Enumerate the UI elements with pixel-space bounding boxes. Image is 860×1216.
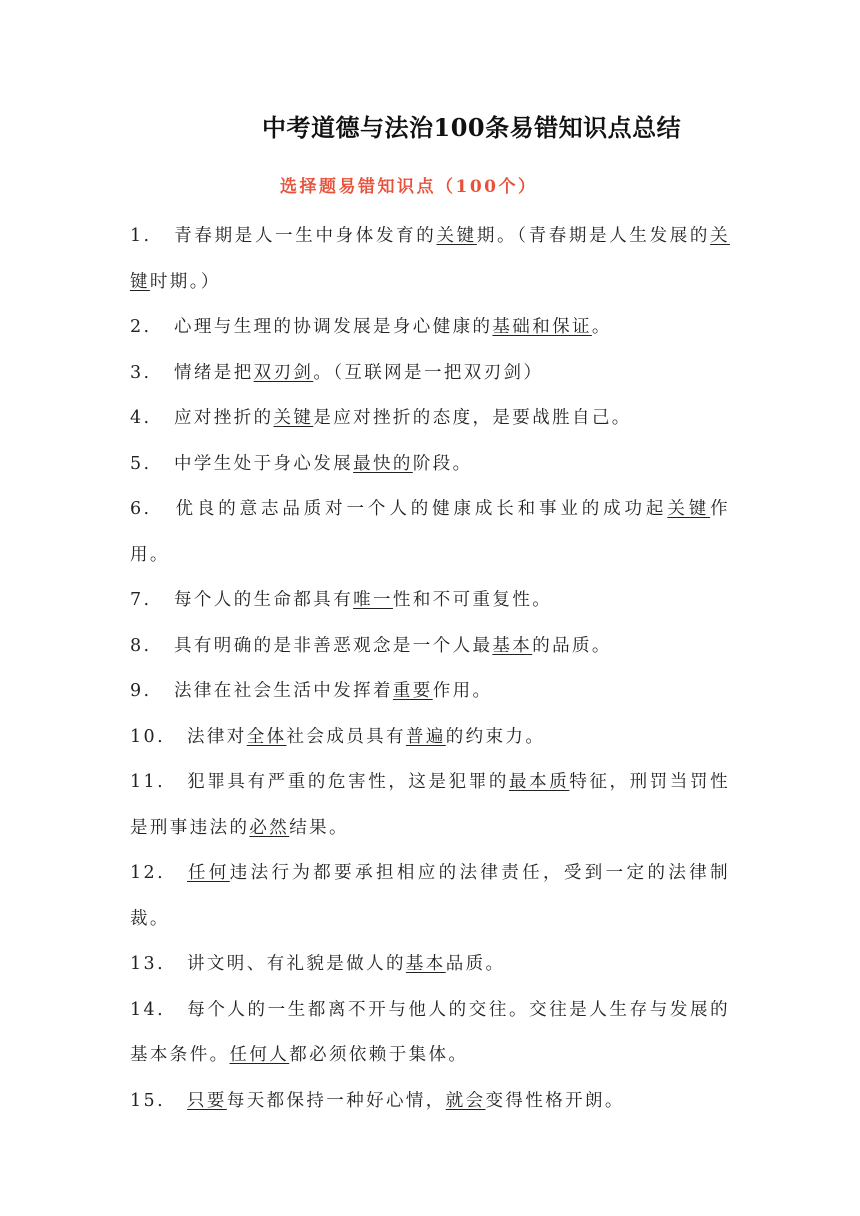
underlined-keyword: 必然 — [249, 817, 290, 838]
item-text: 法律在社会生活中发挥着 — [174, 681, 393, 701]
item-text: 结果。 — [289, 817, 349, 838]
item-text: 作用。 — [130, 499, 730, 565]
section-heading: 选择题易错知识点（100个） — [280, 177, 538, 197]
underlined-keyword: 最本质 — [508, 772, 570, 792]
underlined-keyword: 普遍 — [405, 726, 446, 747]
item-text: 社会成员具有 — [286, 726, 406, 747]
underlined-keyword: 全体 — [246, 726, 287, 747]
underlined-keyword: 任何人 — [229, 1045, 290, 1065]
list-item — [130, 760, 730, 851]
item-text: 违法行为都要承担相应的法律责任，受到一定的法律制裁。 — [130, 863, 730, 929]
list-item — [130, 487, 730, 578]
list-item — [130, 305, 730, 351]
document-title: 中考道德与法治100条易错知识点总结 — [262, 113, 682, 142]
item-text: 时期。） — [149, 271, 221, 292]
item-number: 11. — [130, 772, 166, 792]
item-text: 犯罪具有严重的危害性，这是犯罪的 — [187, 772, 509, 792]
list-item — [130, 351, 730, 397]
item-text: 应对挫折的 — [174, 408, 274, 428]
underlined-keyword: 唯一 — [353, 590, 393, 610]
item-text: 性和不可重复性。 — [392, 590, 553, 610]
underlined-keyword: 只要 — [187, 1090, 227, 1111]
list-item — [130, 214, 730, 305]
item-number: 10. — [130, 726, 166, 747]
item-text: 阶段。 — [412, 453, 473, 474]
underlined-keyword: 重要 — [392, 681, 433, 701]
item-text: 。 — [591, 317, 612, 337]
underlined-keyword: 关键 — [130, 226, 730, 292]
underlined-keyword: 基本 — [492, 635, 533, 656]
list-item — [130, 851, 730, 942]
list-item — [130, 624, 730, 670]
item-number: 3. — [130, 362, 152, 383]
underlined-keyword: 基本 — [405, 954, 446, 974]
item-text: 都必须依赖于集体。 — [289, 1045, 469, 1065]
item-text: 每个人的一生都离不开与他人的交往。交往是人生存与发展的基本条件。 — [130, 999, 730, 1065]
item-text: 期。（青春期是人生发展的 — [476, 226, 711, 246]
item-text: 是应对挫折的态度，是要战胜自己。 — [313, 408, 632, 428]
list-item — [130, 942, 730, 988]
item-text: 优良的意志品质对一个人的健康成长和事业的成功起 — [174, 499, 668, 519]
underlined-keyword: 就会 — [445, 1090, 486, 1111]
item-number: 7. — [130, 590, 152, 610]
list-item — [130, 442, 730, 488]
underlined-keyword: 任何 — [187, 863, 230, 883]
underlined-keyword: 关键 — [273, 408, 314, 428]
underlined-keyword: 基础和保证 — [492, 317, 592, 337]
item-text: 的品质。 — [532, 635, 612, 656]
list-item — [130, 988, 730, 1079]
item-number: 5. — [130, 453, 152, 474]
item-text: 情绪是把 — [174, 362, 254, 383]
list-item — [130, 578, 730, 624]
underlined-keyword: 关键 — [436, 226, 477, 246]
item-text: 具有明确的是非善恶观念是一个人最 — [174, 635, 493, 656]
item-number: 2. — [130, 317, 152, 337]
item-number: 12. — [130, 863, 166, 883]
item-text: 特征，刑罚当罚性是刑事违法的 — [130, 772, 731, 838]
item-number: 14. — [130, 999, 166, 1020]
item-text: 变得性格开朗。 — [485, 1090, 625, 1111]
underlined-keyword: 最快的 — [353, 453, 413, 474]
item-text: 的约束力。 — [445, 726, 546, 747]
item-text: 法律对 — [187, 726, 247, 747]
underlined-keyword: 双刃剑 — [253, 362, 314, 383]
item-number: 1. — [130, 226, 152, 246]
list-item — [130, 396, 730, 442]
knowledge-point-list — [130, 214, 730, 1124]
item-text: 青春期是人一生中身体发育的 — [174, 226, 437, 246]
underlined-keyword: 关键 — [667, 499, 711, 519]
item-text: 。（互联网是一把双刃剑） — [313, 362, 544, 383]
item-number: 13. — [130, 954, 166, 974]
item-number: 6. — [130, 499, 152, 519]
item-number: 15. — [130, 1090, 166, 1111]
item-number: 9. — [130, 681, 152, 701]
list-item — [130, 1079, 730, 1125]
item-text: 心理与生理的协调发展是身心健康的 — [174, 317, 493, 337]
item-text: 中学生处于身心发展 — [174, 453, 354, 474]
item-number: 4. — [130, 408, 152, 428]
item-text: 作用。 — [432, 681, 493, 701]
list-item — [130, 669, 730, 715]
item-text: 每天都保持一种好心情， — [226, 1090, 446, 1111]
list-item — [130, 715, 730, 761]
item-text: 品质。 — [445, 954, 506, 974]
item-number: 8. — [130, 635, 152, 656]
item-text: 每个人的生命都具有 — [174, 590, 354, 610]
item-text: 讲文明、有礼貌是做人的 — [187, 954, 406, 974]
